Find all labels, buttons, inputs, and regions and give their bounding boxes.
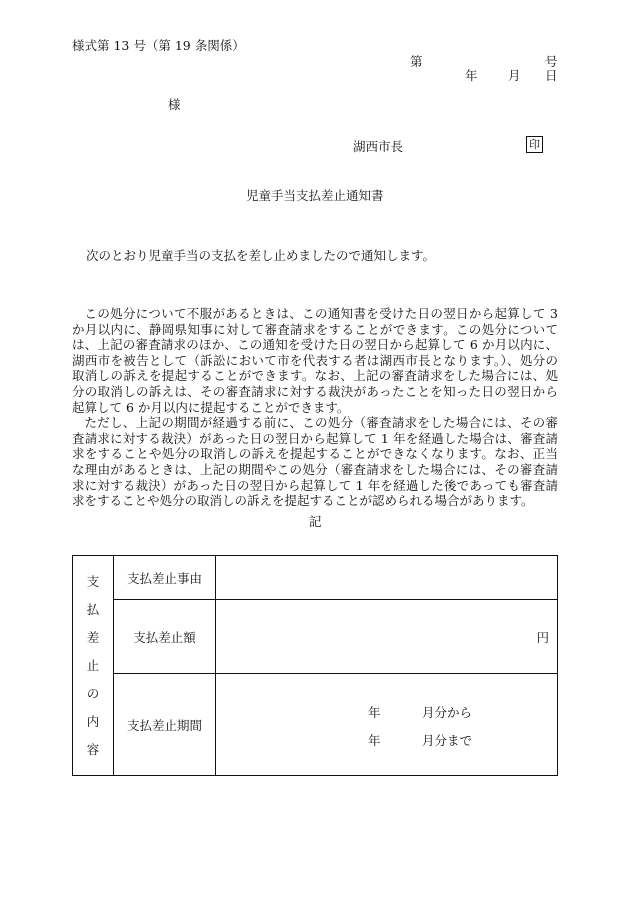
reason-value-cell	[216, 556, 558, 600]
period-to-year: 年	[368, 732, 381, 748]
period-to-row	[216, 725, 557, 753]
amount-label: 支払差止額	[114, 600, 216, 674]
notice-paragraph-2: ただし、上記の期間が経過する前に、この処分（審査請求をした場合には、その審査請求に対する裁決）があった日の翌日から起算して 1 年を経過した場合は、審査請求をすることや処分の取消しの訴えを提起することができなくなります。なお、正当な理由があるときは、上記の期間やこの処分（審査請求をした場合には、その審査請求に対する裁決）があった日の翌日から起算して 1 年を経過した後であっても審査請求をすることや処分の取消しの訴えを提起することが認められる場合があります。	[72, 415, 558, 509]
form-number-label: 様式第 13 号（第 19 条関係）	[72, 38, 245, 53]
period-from-year: 年	[368, 704, 381, 720]
details-side-label: 支 払 差 止 の 内 容	[73, 556, 114, 776]
notice-paragraph-1: この処分について不服があるときは、この通知書を受けた日の翌日から起算して 3 か月以内に、静岡県知事に対して審査請求をすることができます。この処分については、上記の審査請求のほか、この通知を受けた日の翌日から起算して 6 か月以内に、湖西市を被告として（訴訟において市を代表する者は湖西市長となります。）、処分の取消しの訴えを提起することができます。なお、上記の審査請求をした場合には、処分の取消しの訴えは、その審査請求に対する裁決があったことを知った日の翌日から起算して 6 か月以内に提起することができます。	[72, 306, 558, 415]
seal-stamp: 印	[526, 136, 543, 153]
document-number-prefix: 第	[410, 54, 423, 69]
date-month-label: 月	[508, 68, 521, 83]
amount-value-cell	[216, 600, 558, 674]
period-from-row	[216, 697, 557, 725]
period-to-month: 月分まで	[422, 732, 473, 748]
issuer-name: 湖西市長	[353, 139, 404, 154]
document-number-suffix: 号	[545, 54, 558, 69]
reason-label: 支払差止事由	[114, 556, 216, 600]
period-value-cell	[216, 674, 558, 776]
notice-section	[72, 306, 558, 509]
details-table	[72, 555, 558, 776]
period-from-month: 月分から	[422, 704, 473, 720]
intro-text: 次のとおり児童手当の支払を差し止めましたので通知します。	[86, 248, 436, 263]
recipient-honorific: 様	[168, 97, 181, 112]
document-title: 児童手当支払差止通知書	[246, 188, 384, 203]
date-year-label: 年	[465, 68, 478, 83]
amount-unit: 円	[536, 629, 549, 645]
date-day-label: 日	[545, 68, 558, 83]
ki-heading: 記	[309, 514, 322, 529]
period-label: 支払差止期間	[114, 674, 216, 776]
